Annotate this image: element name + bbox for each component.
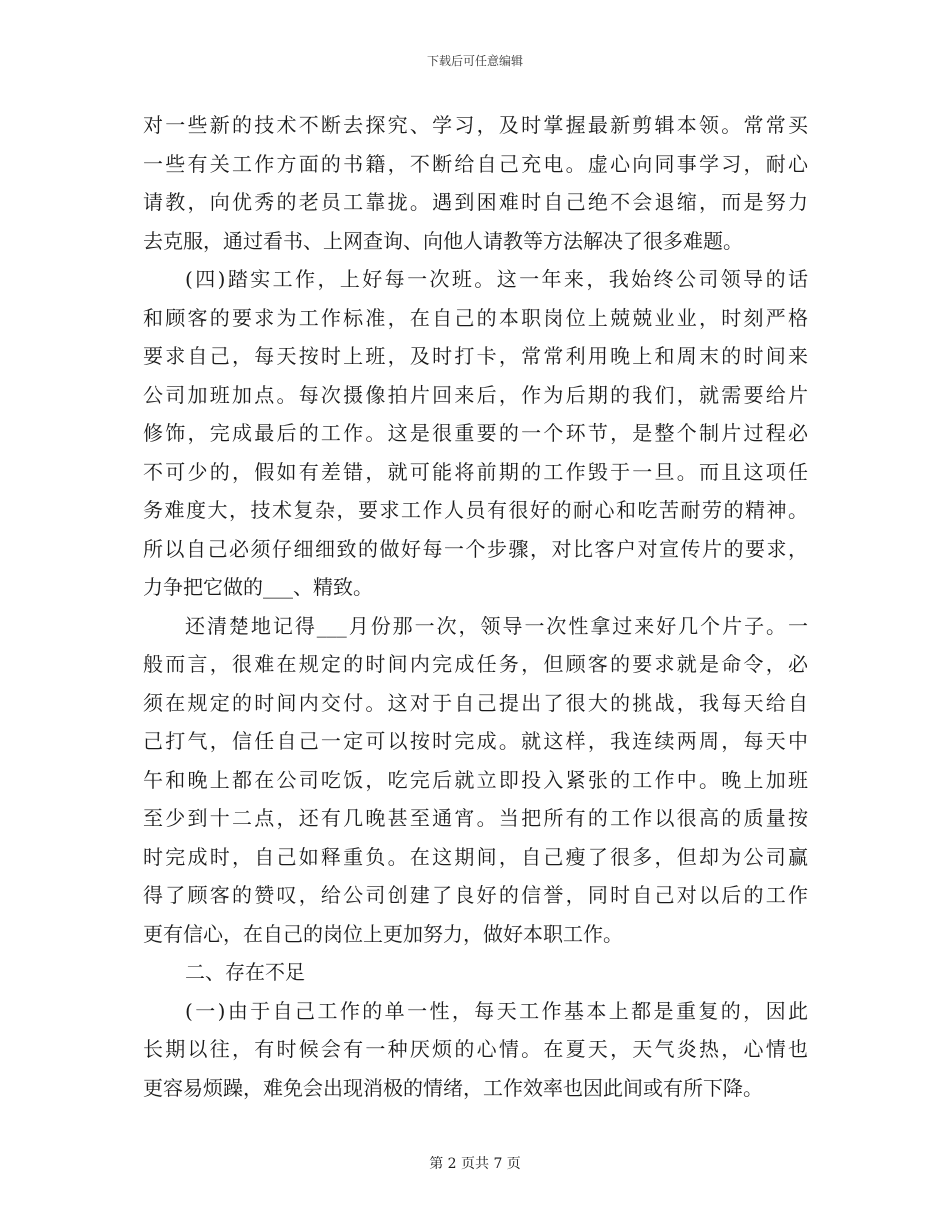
body-text-line: 己打气，信任自己一定可以按时完成。就这样，我连续两周，每天中 — [143, 729, 808, 753]
body-text-line: 所以自己必须仔细细致的做好每一个步骤，对比客户对宣传片的要求， — [143, 536, 808, 561]
body-text-line: 更容易烦躁，难免会出现消极的情绪，工作效率也因此间或有所下降。 — [143, 1075, 763, 1100]
body-text-line: 不可少的，假如有差错，就可能将前期的工作毁于一旦。而且这项任 — [143, 459, 808, 484]
body-text-line: 力争把它做的___、精致。 — [143, 575, 373, 599]
body-text-line: (一)由于自己工作的单一性，每天工作基本上都是重复的，因此 — [185, 998, 808, 1023]
body-text-line: 更有信心，在自己的岗位上更加努力，做好本职工作。 — [143, 921, 623, 946]
body-text-line: 午和晚上都在公司吃饭，吃完后就立即投入紧张的工作中。晚上加班 — [143, 767, 808, 792]
body-text-line: 一些有关工作方面的书籍，不断给自己充电。虚心向同事学习，耐心 — [143, 151, 808, 176]
body-text-line: 要求自己，每天按时上班，及时打卡，常常利用晚上和周末的时间来 — [143, 344, 808, 368]
body-text-line: 还清楚地记得___月份那一次，领导一次性拿过来好几个片子。一 — [185, 613, 808, 638]
page-header: 下载后可任意编辑 — [426, 54, 523, 68]
page-footer: 第 2 页共 7 页 — [429, 1156, 521, 1172]
body-text-line: 须在规定的时间内交付。这对于自己提出了很大的挑战，我每天给自 — [143, 690, 808, 715]
body-text-line: 至少到十二点，还有几晚甚至通宵。当把所有的工作以很高的质量按 — [143, 806, 808, 830]
body-text-line: 去克服，通过看书、上网查询、向他人请教等方法解决了很多难题。 — [143, 228, 743, 253]
body-text-line: 般而言，很难在规定的时间内完成任务，但顾客的要求就是命令，必 — [143, 652, 808, 676]
body-text-line: 对一些新的技术不断去探究、学习，及时掌握最新剪辑本领。常常买 — [143, 113, 808, 137]
body-text-line: 务难度大，技术复杂，要求工作人员有很好的耐心和吃苦耐劳的精神。 — [143, 498, 808, 522]
body-text-line: 公司加班加点。每次摄像拍片回来后，作为后期的我们，就需要给片 — [143, 382, 808, 407]
body-text-line: 得了顾客的赞叹，给公司创建了良好的信誉，同时自己对以后的工作 — [143, 883, 808, 907]
body-text-line: 和顾客的要求为工作标准，在自己的本职岗位上兢兢业业，时刻严格 — [143, 305, 808, 330]
body-text-line: 二、存在不足 — [185, 960, 305, 984]
body-text-line: 修饰，完成最后的工作。这是很重要的一个环节，是整个制片过程必 — [143, 421, 808, 445]
body-text-line: 时完成时，自己如释重负。在这期间，自己瘦了很多，但却为公司赢 — [143, 844, 808, 869]
body-text-line: 请教，向优秀的老员工靠拢。遇到困难时自己绝不会退缩，而是努力 — [143, 190, 808, 214]
body-text-line: 长期以往，有时候会有一种厌烦的心情。在夏天，天气炎热，心情也 — [143, 1037, 808, 1061]
document-body — [143, 106, 808, 1107]
body-text-line: (四)踏实工作，上好每一次班。这一年来，我始终公司领导的话 — [185, 267, 808, 291]
